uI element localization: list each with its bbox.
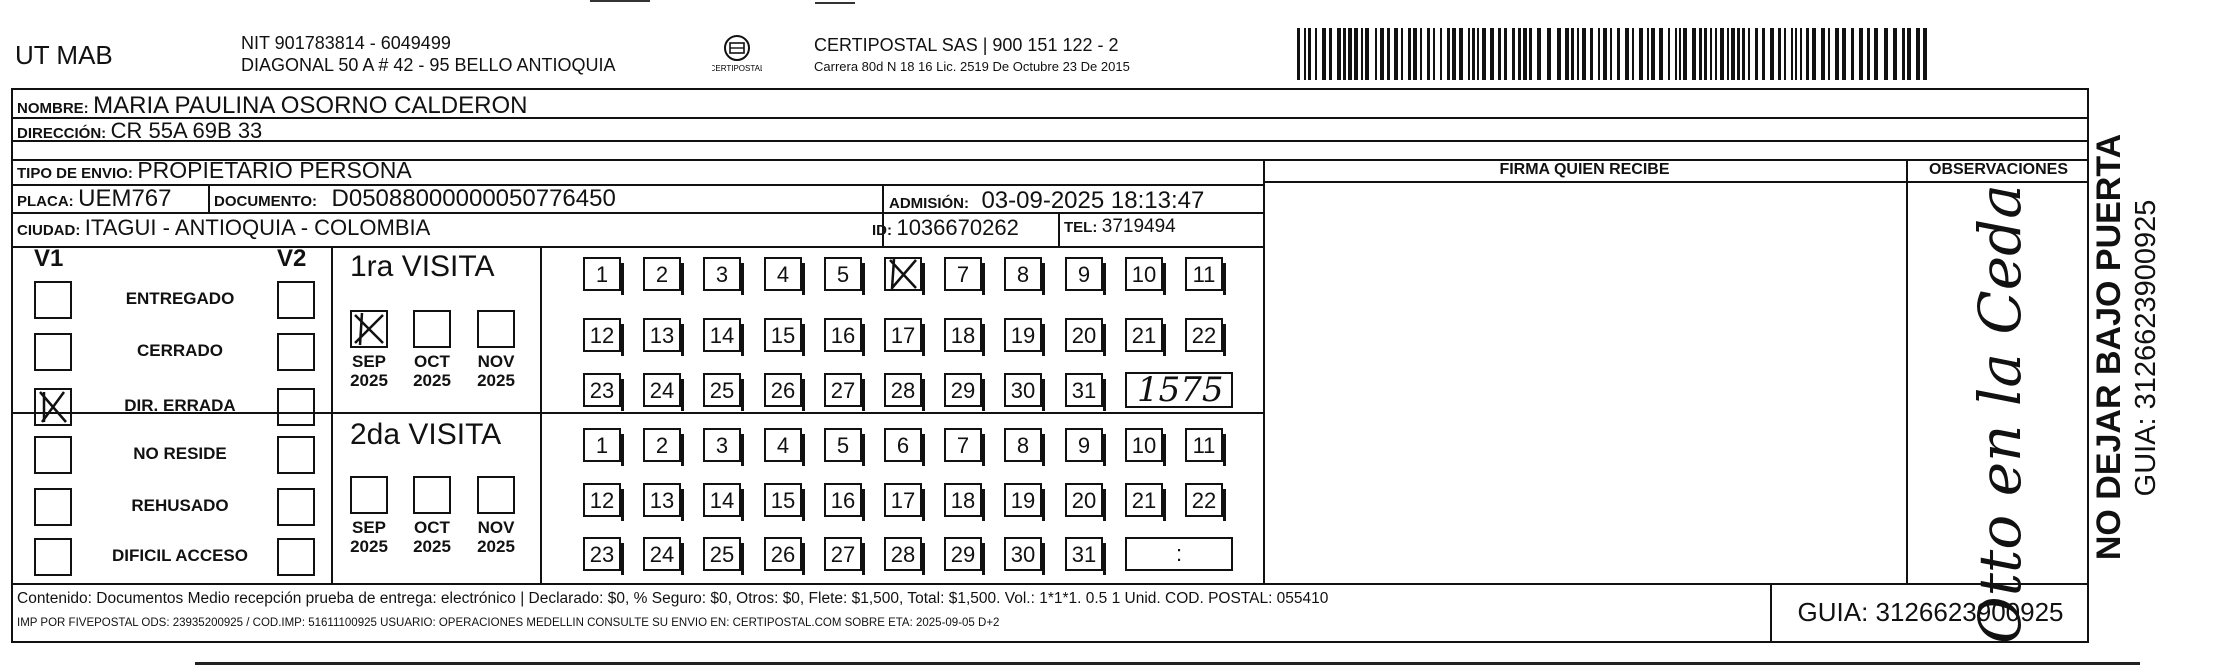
day-box[interactable]: 23 <box>583 373 621 407</box>
barcode-bar <box>1504 28 1507 80</box>
day-box[interactable]: 20 <box>1065 318 1103 352</box>
day-box[interactable]: 15 <box>764 318 802 352</box>
day-box[interactable]: 27 <box>824 373 862 407</box>
day-box[interactable]: 4 <box>764 428 802 462</box>
barcode-bar <box>1365 28 1369 80</box>
v1-status-checkbox[interactable] <box>34 436 72 474</box>
top-tick <box>590 0 650 2</box>
barcode-bar <box>1806 28 1809 80</box>
day-box[interactable]: 19 <box>1004 318 1042 352</box>
first-visit-title: 1ra VISITA <box>350 250 495 283</box>
barcode-bar <box>1348 28 1352 80</box>
v1-label: V1 <box>34 245 64 272</box>
barcode-bar <box>1675 28 1677 80</box>
barcode-bar <box>1582 28 1586 80</box>
day-box[interactable]: 30 <box>1004 537 1042 571</box>
month-label: OCT 2025 <box>413 352 451 390</box>
day-box[interactable]: 15 <box>764 483 802 517</box>
day-box[interactable]: 2 <box>643 257 681 291</box>
barcode-bar <box>1704 28 1707 80</box>
document-value: D05088000000050776450 <box>331 185 616 212</box>
barcode-bar <box>1498 28 1501 80</box>
day-box[interactable]: 12 <box>583 318 621 352</box>
day-box[interactable]: 18 <box>944 318 982 352</box>
observations-header: OBSERVACIONES <box>1929 161 2068 178</box>
barcode-bar <box>1571 28 1574 80</box>
no-under-door-warning: NO DEJAR BAJO PUERTA <box>2090 133 2128 561</box>
id-field: ID: 1036670262 <box>872 215 1019 240</box>
v2-status-checkbox[interactable] <box>277 333 315 371</box>
month-label: SEP 2025 <box>350 352 388 390</box>
barcode-bar <box>1651 28 1655 80</box>
day-box[interactable]: 27 <box>824 537 862 571</box>
carrier-license: Carrera 80d N 18 16 Lic. 2519 De Octubre 23 De 2015 <box>814 59 1130 74</box>
barcode-bar <box>1784 28 1786 80</box>
city-field: CIUDAD: ITAGUI - ANTIOQUIA - COLOMBIA <box>17 215 431 240</box>
day-box[interactable]: 6 <box>884 428 922 462</box>
barcode-bar <box>1710 28 1712 80</box>
document-field: DOCUMENTO: D05088000000050776450 <box>214 185 616 212</box>
barcode-bar <box>1472 28 1475 80</box>
day-box[interactable]: 22 <box>1185 318 1223 352</box>
barcode-bar <box>1329 28 1332 80</box>
day-box[interactable]: 29 <box>944 373 982 407</box>
v2-status-checkbox[interactable] <box>277 388 315 426</box>
day-box[interactable]: 31 <box>1065 373 1103 407</box>
barcode-bar <box>1874 28 1878 80</box>
footer-print-info: IMP POR FIVEPOSTAL ODS: 23935200925 / COD.IMP: 51611100925 USUARIO: OPERACIONES MEDELLIN CONSULTE SU ENVIO EN: CERTIPOSTAL.COM SOBRE ETA: 2025-09-05 D+2 <box>17 617 1000 629</box>
month-label: NOV 2025 <box>477 518 515 556</box>
barcode-bar <box>1529 28 1532 80</box>
first-visit-time[interactable]: 1575 <box>1125 372 1233 408</box>
barcode-bar <box>1867 28 1870 80</box>
barcode-bar <box>1647 28 1649 80</box>
barcode-bar <box>1859 28 1863 80</box>
month-checkbox[interactable] <box>413 476 451 514</box>
day-box[interactable]: 8 <box>1004 257 1042 291</box>
month-label: NOV 2025 <box>477 352 515 390</box>
day-box[interactable]: 3 <box>703 257 741 291</box>
barcode-bar <box>1812 28 1816 80</box>
barcode-bar <box>1440 28 1442 80</box>
barcode-bar <box>1322 28 1326 80</box>
barcode-bar <box>1433 28 1435 80</box>
barcode-bar <box>1692 28 1696 80</box>
city-value: ITAGUI - ANTIOQUIA - COLOMBIA <box>84 215 431 240</box>
observations-handwriting: Otto en la Ceda <box>1966 184 2034 644</box>
barcode-bar <box>1547 28 1551 80</box>
v2-label: V2 <box>277 245 307 272</box>
barcode-bar <box>1828 28 1830 80</box>
v2-status-checkbox[interactable] <box>277 436 315 474</box>
barcode-bar <box>1893 28 1897 80</box>
barcode-bar <box>1902 28 1905 80</box>
month-checkbox[interactable] <box>477 476 515 514</box>
barcode-bar <box>1791 28 1793 80</box>
status-label: CERRADO <box>137 341 223 360</box>
v1-status-checkbox[interactable] <box>34 538 72 576</box>
signature-header: FIRMA QUIEN RECIBE <box>1499 161 1670 178</box>
barcode-bar <box>1916 28 1920 80</box>
day-box[interactable]: 7 <box>944 257 982 291</box>
barcode-bar <box>1380 28 1384 80</box>
v2-status-checkbox[interactable] <box>277 488 315 526</box>
barcode-bar <box>1490 28 1494 80</box>
day-box[interactable]: 16 <box>824 318 862 352</box>
second-visit-title: 2da VISITA <box>350 418 502 451</box>
barcode-bar <box>1625 28 1629 80</box>
barcode-bar <box>1598 28 1600 80</box>
barcode-bar <box>1518 28 1521 80</box>
day-box[interactable]: 26 <box>764 537 802 571</box>
day-box[interactable]: 21 <box>1125 318 1163 352</box>
day-box[interactable]: 3 <box>703 428 741 462</box>
barcode-bar <box>1343 28 1346 80</box>
barcode-bar <box>1699 28 1702 80</box>
tel-field: TEL: 3719494 <box>1064 216 1176 237</box>
shipment-type: PROPIETARIO PERSONA <box>137 157 412 183</box>
day-box[interactable]: 26 <box>764 373 802 407</box>
admission-value: 03-09-2025 18:13:47 <box>981 187 1205 214</box>
day-box[interactable]: 5 <box>824 257 862 291</box>
day-box[interactable]: 31 <box>1065 537 1103 571</box>
status-label: DIR. ERRADA <box>124 396 236 415</box>
day-box[interactable]: 14 <box>703 318 741 352</box>
day-box[interactable]: 19 <box>1004 483 1042 517</box>
day-box[interactable]: 1 <box>583 257 621 291</box>
barcode-bar <box>1748 28 1750 80</box>
day-box[interactable]: 5 <box>824 428 862 462</box>
barcode-bar <box>1537 28 1541 80</box>
barcode-bar <box>1742 28 1745 80</box>
barcode-bar <box>1590 28 1593 80</box>
barcode-bar <box>1354 28 1358 80</box>
barcode-bar <box>1679 28 1681 80</box>
day-box[interactable]: 9 <box>1065 428 1103 462</box>
barcode-bar <box>1427 28 1430 80</box>
barcode-bar <box>1447 28 1450 80</box>
barcode-bar <box>1923 28 1927 80</box>
day-box[interactable]: 28 <box>884 373 922 407</box>
barcode-bar <box>1401 28 1403 80</box>
carrier-info: CERTIPOSTAL SAS | 900 151 122 - 2 <box>814 35 1119 55</box>
barcode-bar <box>1452 28 1456 80</box>
barcode-bar <box>1482 28 1486 80</box>
day-box[interactable]: 13 <box>643 483 681 517</box>
day-box[interactable]: 18 <box>944 483 982 517</box>
barcode-bar <box>1842 28 1846 80</box>
barcode-bar <box>1610 28 1612 80</box>
barcode-bar <box>1459 28 1463 80</box>
day-box[interactable]: 14 <box>703 483 741 517</box>
day-box[interactable]: 23 <box>583 537 621 571</box>
barcode-bar <box>1800 28 1802 80</box>
barcode-bar <box>1884 28 1888 80</box>
barcode-bar <box>1387 28 1390 80</box>
barcode-bar <box>1523 28 1527 80</box>
barcode-bar <box>1361 28 1363 80</box>
month-checkbox[interactable] <box>350 476 388 514</box>
barcode-bar <box>1297 28 1300 80</box>
barcode-bar <box>1577 28 1579 80</box>
barcode <box>1297 28 1929 80</box>
plate-field: PLACA: UEM767 <box>17 185 172 212</box>
day-box[interactable]: 17 <box>884 483 922 517</box>
barcode-bar <box>1659 28 1663 80</box>
barcode-bar <box>1420 28 1422 80</box>
barcode-bar <box>1413 28 1417 80</box>
barcode-bar <box>1683 28 1687 80</box>
barcode-bar <box>1468 28 1470 80</box>
month-checkbox[interactable] <box>350 310 388 348</box>
status-label: DIFICIL ACCESO <box>111 546 248 565</box>
barcode-bar <box>1308 28 1311 80</box>
second-visit-time[interactable]: : <box>1125 537 1233 571</box>
barcode-bar <box>1512 28 1515 80</box>
plate-value: UEM767 <box>78 185 172 212</box>
admission-field: ADMISIÓN: 03-09-2025 18:13:47 <box>889 187 1205 214</box>
day-box[interactable]: 12 <box>583 483 621 517</box>
v1-status-checkbox[interactable] <box>34 281 72 319</box>
barcode-bar <box>1304 28 1306 80</box>
barcode-bar <box>1851 28 1854 80</box>
day-box[interactable]: 25 <box>703 373 741 407</box>
top-tick <box>815 2 855 4</box>
barcode-bar <box>1375 28 1377 80</box>
certipostal-logo <box>712 32 762 78</box>
barcode-bar <box>1715 28 1717 80</box>
day-box[interactable]: 13 <box>643 318 681 352</box>
day-box[interactable]: 25 <box>703 537 741 571</box>
barcode-bar <box>1737 28 1740 80</box>
day-box[interactable]: 11 <box>1185 428 1223 462</box>
logo-text: CERTIPOSTAL <box>712 64 762 73</box>
status-label: NO RESIDE <box>133 444 227 463</box>
barcode-bar <box>1727 28 1729 80</box>
barcode-bar <box>1315 28 1317 80</box>
day-box[interactable]: 2 <box>643 428 681 462</box>
day-box[interactable]: 16 <box>824 483 862 517</box>
day-box[interactable]: 10 <box>1125 257 1163 291</box>
day-box[interactable]: 1 <box>583 428 621 462</box>
footer-guia: GUIA: 3126623900925 <box>1797 597 2064 627</box>
name-field: NOMBRE: MARIA PAULINA OSORNO CALDERON <box>17 92 528 119</box>
day-box[interactable]: 24 <box>643 373 681 407</box>
id-value: 1036670262 <box>896 215 1019 240</box>
barcode-bar <box>1821 28 1825 80</box>
day-box[interactable]: 11 <box>1185 257 1223 291</box>
day-box[interactable]: 17 <box>884 318 922 352</box>
barcode-bar <box>1835 28 1839 80</box>
barcode-bar <box>1408 28 1411 80</box>
barcode-bar <box>1394 28 1398 80</box>
barcode-bar <box>1557 28 1561 80</box>
day-box[interactable]: 7 <box>944 428 982 462</box>
barcode-bar <box>1617 28 1620 80</box>
address-field: DIRECCIÓN: CR 55A 69B 33 <box>17 118 263 143</box>
barcode-bar <box>1337 28 1341 80</box>
barcode-bar <box>1907 28 1911 80</box>
barcode-bar <box>1477 28 1479 80</box>
footer-contents: Contenido: Documentos Medio recepción prueba de entrega: electrónico | Declarado: $0, % Seguro: $0, Otros: $0, Flete: $1,500, Total: $1,500. Vol.: 1*1*1. 0.5 1 Unid. COD. POSTAL: 055410 <box>17 590 1329 607</box>
recipient-address: CR 55A 69B 33 <box>110 118 263 143</box>
type-field: TIPO DE ENVIO: PROPIETARIO PERSONA <box>17 157 412 183</box>
month-checkbox[interactable] <box>413 310 451 348</box>
barcode-bar <box>1770 28 1774 80</box>
month-label: SEP 2025 <box>350 518 388 556</box>
tel-value: 3719494 <box>1101 216 1176 237</box>
barcode-bar <box>1632 28 1634 80</box>
company-name: UT MAB <box>15 40 113 70</box>
status-label: REHUSADO <box>131 496 229 515</box>
barcode-bar <box>1778 28 1781 80</box>
signature-area[interactable] <box>1263 183 1906 583</box>
barcode-bar <box>1762 28 1765 80</box>
month-label: OCT 2025 <box>413 518 451 556</box>
barcode-bar <box>1795 28 1797 80</box>
recipient-name: MARIA PAULINA OSORNO CALDERON <box>93 92 528 119</box>
v2-status-checkbox[interactable] <box>277 538 315 576</box>
day-box[interactable]: 22 <box>1185 483 1223 517</box>
barcode-bar <box>1720 28 1724 80</box>
day-box[interactable]: 9 <box>1065 257 1103 291</box>
v2-status-checkbox[interactable] <box>277 281 315 319</box>
barcode-bar <box>1731 28 1735 80</box>
day-box[interactable]: 29 <box>944 537 982 571</box>
day-box[interactable]: 21 <box>1125 483 1163 517</box>
v1-status-checkbox[interactable] <box>34 488 72 526</box>
company-nit: NIT 901783814 - 6049499 <box>241 33 451 53</box>
day-box[interactable]: 24 <box>643 537 681 571</box>
v1-status-checkbox[interactable] <box>34 388 72 426</box>
side-guia: GUIA: 3126623900925 <box>2130 199 2162 497</box>
company-address: DIAGONAL 50 A # 42 - 95 BELLO ANTIOQUIA <box>241 55 616 75</box>
barcode-bar <box>1639 28 1643 80</box>
day-box[interactable]: 10 <box>1125 428 1163 462</box>
v1-status-checkbox[interactable] <box>34 333 72 371</box>
barcode-bar <box>1603 28 1607 80</box>
bottom-rule <box>195 662 2140 665</box>
day-box[interactable]: 20 <box>1065 483 1103 517</box>
month-checkbox[interactable] <box>477 310 515 348</box>
status-label: ENTREGADO <box>125 289 235 308</box>
barcode-bar <box>1755 28 1758 80</box>
day-box[interactable]: 4 <box>764 257 802 291</box>
day-box[interactable]: 8 <box>1004 428 1042 462</box>
day-box[interactable]: 28 <box>884 537 922 571</box>
barcode-bar <box>1668 28 1670 80</box>
day-box[interactable] <box>884 257 922 291</box>
day-box[interactable]: 30 <box>1004 373 1042 407</box>
barcode-bar <box>1565 28 1569 80</box>
